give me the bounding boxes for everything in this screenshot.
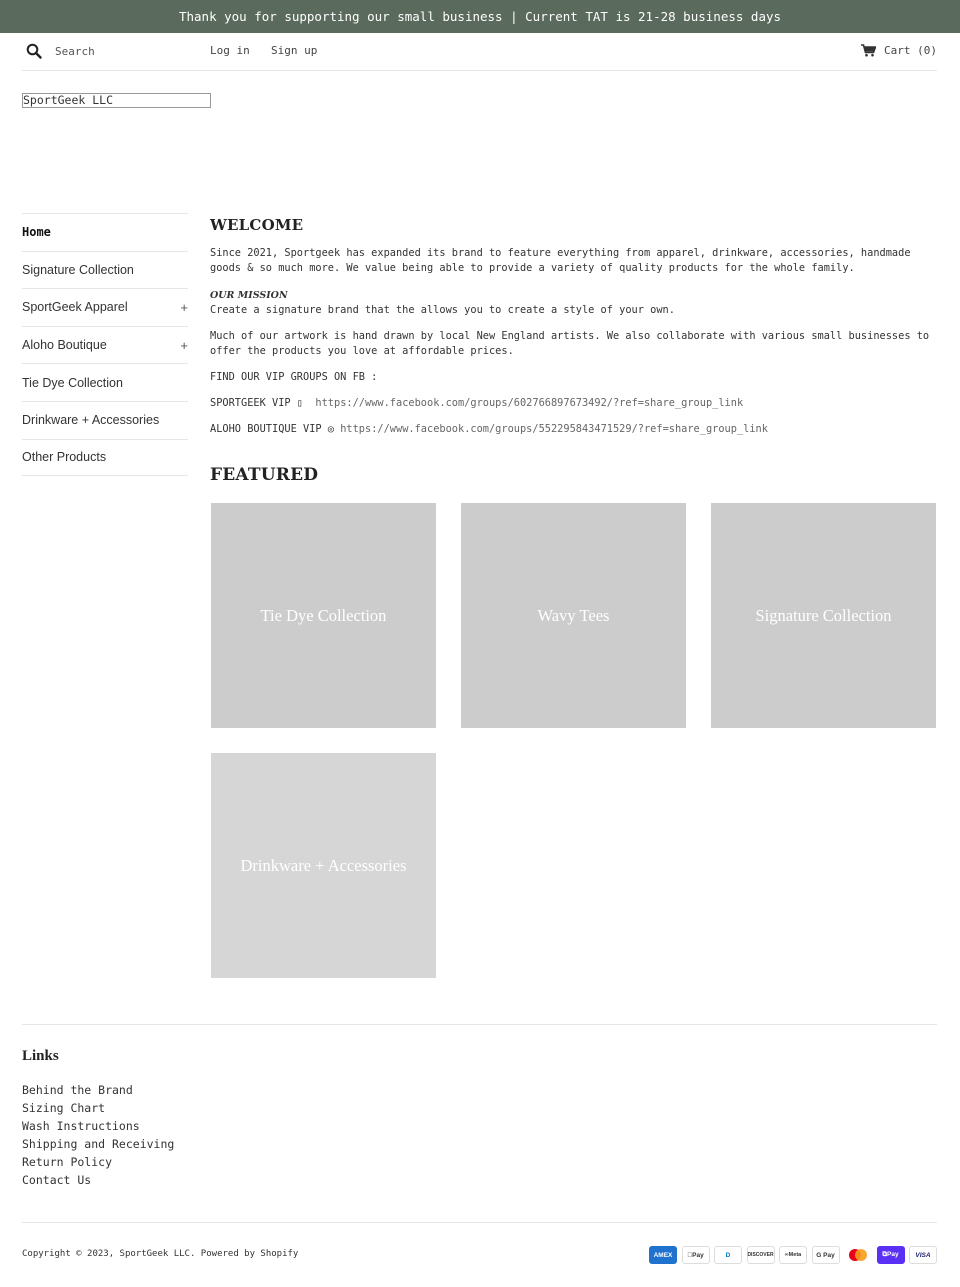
announcement-text: Thank you for supporting our small business | Current TAT is 21-28 business days — [178, 9, 782, 24]
cart-label: Cart (0) — [884, 44, 937, 57]
expand-icon[interactable]: + — [180, 337, 188, 353]
footer-links-list — [22, 1081, 174, 1189]
sidebar-item-aloho-boutique[interactable] — [22, 326, 188, 364]
header-bar — [22, 33, 937, 71]
artwork-paragraph: Much of our artwork is hand drawn by local New England artists. We also collaborate with various small businesses to offer the products you love at affordable prices. — [210, 330, 930, 357]
footer-link-wash-instructions[interactable]: Wash Instructions — [22, 1119, 140, 1133]
google-pay-icon: G Pay — [812, 1246, 840, 1264]
cart-link[interactable] — [861, 44, 937, 57]
footer-link-contact-us[interactable]: Contact Us — [22, 1173, 92, 1187]
sidebar-item-other-products[interactable] — [22, 439, 188, 477]
featured-tile-tie-dye[interactable] — [211, 503, 436, 728]
sidebar-item-label: Other Products — [22, 450, 107, 465]
mastercard-icon — [844, 1246, 872, 1264]
sidebar-item-label: Home — [22, 225, 51, 240]
sportgeek-vip-label: SPORTGEEK VIP ▯ — [210, 397, 303, 409]
footer-link-behind-the-brand[interactable]: Behind the Brand — [22, 1083, 133, 1097]
footer-links-title: Links — [22, 1048, 59, 1064]
featured-tile-drinkware[interactable] — [211, 753, 436, 978]
sidebar-item-sportgeek-apparel[interactable] — [22, 288, 188, 326]
footer-link-return-policy[interactable]: Return Policy — [22, 1155, 113, 1169]
intro-paragraph: Since 2021, Sportgeek has expanded its brand to feature everything from apparel, drinkware, accessories, handmade goods & so much more. We value being able to provide a variety of quality products for the whole family. — [210, 247, 911, 274]
search-icon[interactable] — [26, 43, 42, 59]
featured-title: FEATURED — [210, 465, 319, 485]
sidebar-item-drinkware-accessories[interactable] — [22, 401, 188, 439]
footer-bottom-divider — [22, 1222, 937, 1223]
expand-icon[interactable]: + — [180, 299, 188, 315]
sidebar-item-label: Aloho Boutique — [22, 338, 107, 353]
mission-label-text: OUR MISSION — [210, 290, 288, 301]
footer-link-shipping[interactable]: Shipping and Receiving — [22, 1137, 175, 1151]
sportgeek-vip-link[interactable]: https://www.facebook.com/groups/602766897673492/?ref=share_group_link — [315, 397, 744, 409]
welcome-title: WELCOME — [210, 216, 304, 234]
payment-icons — [649, 1246, 937, 1264]
aloho-vip-label: ALOHO BOUTIQUE VIP ◎ — [210, 423, 334, 435]
meta-pay-icon: ∞Meta — [779, 1246, 807, 1264]
apple-pay-icon: Pay — [682, 1246, 710, 1264]
sidebar-item-label: Drinkware + Accessories — [22, 413, 160, 428]
visa-icon: VISA — [909, 1246, 937, 1264]
cart-icon — [861, 44, 876, 57]
sidebar-item-label: SportGeek Apparel — [22, 300, 128, 315]
tile-label: Tie Dye Collection — [260, 605, 387, 625]
aloho-vip-line — [210, 422, 938, 437]
sidebar-item-tie-dye-collection[interactable] — [22, 363, 188, 401]
tile-label: Wavy Tees — [537, 605, 610, 625]
aloho-vip-link[interactable]: https://www.facebook.com/groups/552295843471529/?ref=share_group_link — [340, 423, 768, 435]
discover-icon: DISCOVER — [747, 1246, 775, 1264]
login-link[interactable]: Log in — [210, 44, 250, 57]
signup-link[interactable]: Sign up — [271, 44, 318, 57]
diners-club-icon: D — [714, 1246, 742, 1264]
mastercard-circles — [846, 1247, 870, 1263]
sportgeek-vip-line — [210, 396, 938, 411]
store-logo[interactable]: SportGeek LLC — [22, 93, 211, 108]
announcement-bar — [0, 0, 960, 33]
mission-text: Create a signature brand that the allows you to create a style of your own. — [210, 304, 675, 316]
sidebar-item-label: Tie Dye Collection — [22, 375, 123, 390]
featured-tile-wavy-tees[interactable] — [461, 503, 686, 728]
sidebar-item-signature-collection[interactable] — [22, 251, 188, 289]
vip-heading: FIND OUR VIP GROUPS ON FB : — [210, 371, 378, 383]
copyright-text: Copyright © 2023, SportGeek LLC. Powered by Shopify — [22, 1249, 299, 1259]
sidebar-item-home[interactable] — [22, 213, 188, 251]
search-input[interactable] — [55, 40, 195, 62]
amex-icon: AMEX — [649, 1246, 677, 1264]
tile-label: Drinkware + Accessories — [240, 855, 407, 875]
shop-pay-icon: ⧉Pay — [877, 1246, 905, 1264]
sidebar-nav — [22, 213, 188, 476]
tile-label: Signature Collection — [755, 605, 892, 625]
mission-label — [210, 288, 938, 303]
footer-divider — [22, 1024, 937, 1025]
sidebar-item-label: Signature Collection — [22, 262, 134, 277]
footer-link-sizing-chart[interactable]: Sizing Chart — [22, 1101, 106, 1115]
featured-tile-signature[interactable] — [711, 503, 936, 728]
